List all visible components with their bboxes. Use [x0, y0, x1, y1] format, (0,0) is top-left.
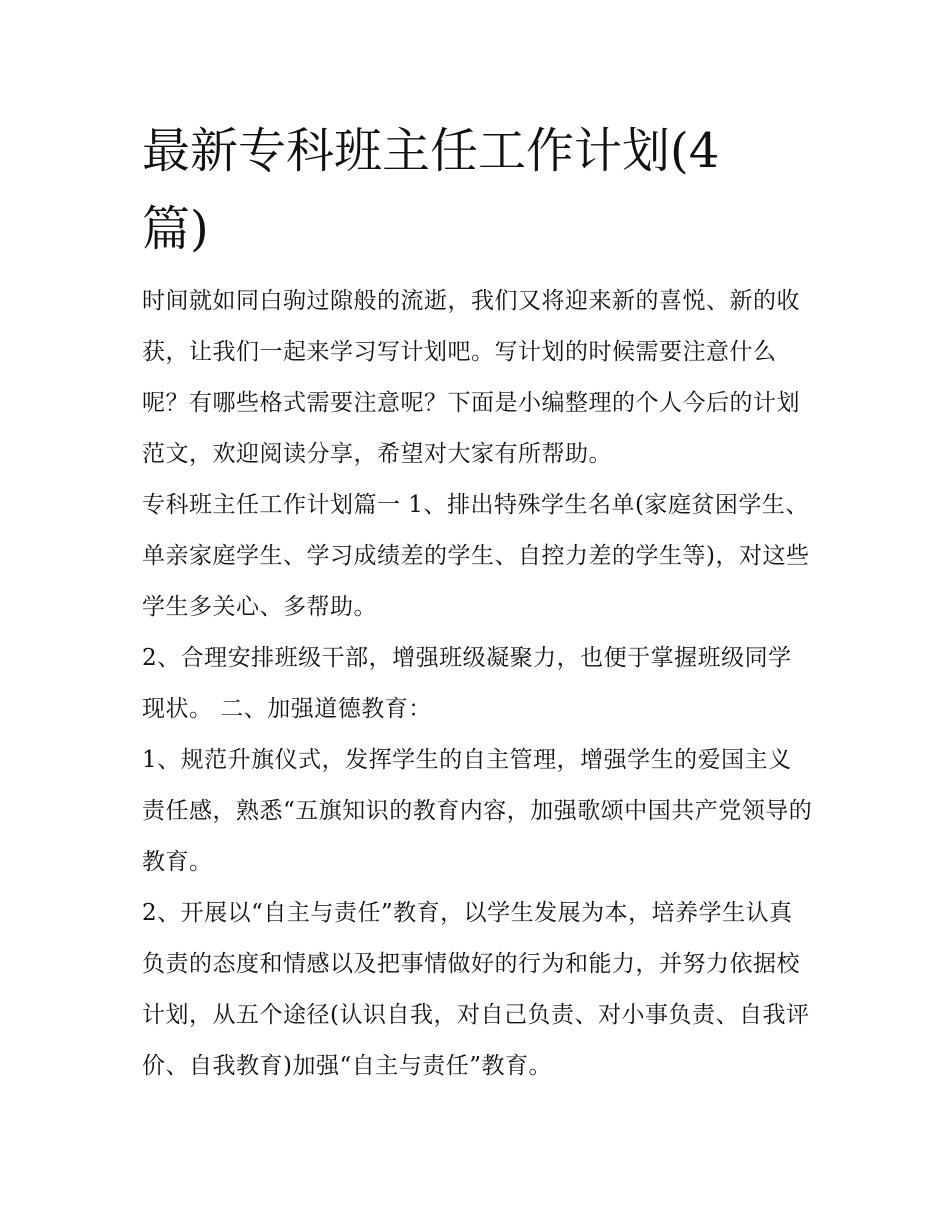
paragraph-section-2: 2、合理安排班级干部，增强班级凝聚力，也便于掌握班级同学现状。 二、加强道德教育： [142, 645, 792, 722]
paragraph-moral-1: 1、规范升旗仪式，发挥学生的自主管理，增强学生的爱国主义责任感，熟悉“五旗知识的教育内容，加强歌颂中国共产党领导的教育。 [142, 747, 813, 875]
document-body [142, 276, 814, 1092]
paragraph-intro: 时间就如同白驹过隙般的流逝，我们又将迎来新的喜悦、新的收获，让我们一起来学习写计划吧。写计划的时候需要注意什么呢？有哪些格式需要注意呢？下面是小编整理的个人今后的计划范文，欢迎阅读分享，希望对大家有所帮助。 [142, 288, 800, 467]
document-title: 最新专科班主任工作计划(4篇) [142, 123, 720, 257]
paragraph-section-1: 专科班主任工作计划篇一 1、排出特殊学生名单(家庭贫困学生、单亲家庭学生、学习成绩差的学生、自控力差的学生等)，对这些学生多关心、多帮助。 [142, 492, 810, 620]
paragraph-moral-2: 2、开展以“自主与责任”教育，以学生发展为本，培养学生认真负责的态度和情感以及把事情做好的行为和能力，并努力依据校计划，从五个途径(认识自我，对自己负责、对小事负责、自我评价、自我教育)加强“自主与责任”教育。 [142, 900, 810, 1079]
